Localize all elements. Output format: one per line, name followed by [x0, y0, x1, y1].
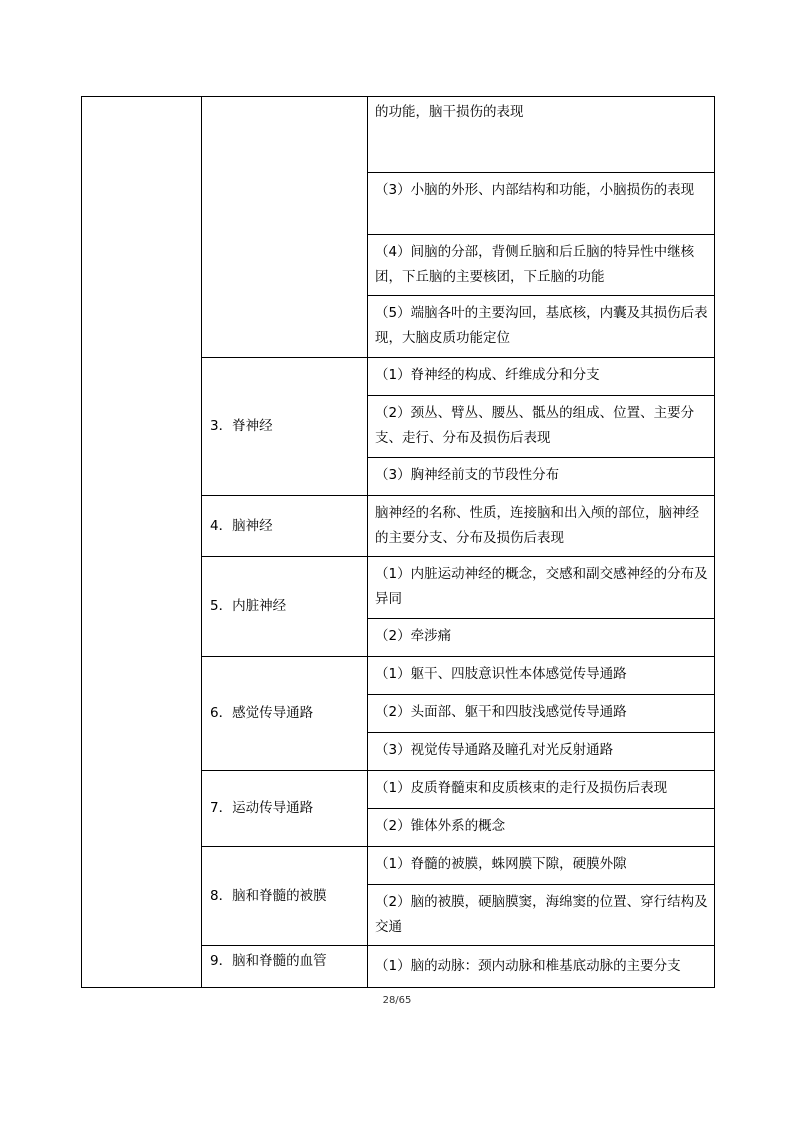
content-cell: （2）脑的被膜，硬脑膜窦，海绵窦的位置、穿行结构及交通 — [368, 885, 715, 946]
page-number: 28/65 — [382, 995, 412, 1006]
content-cell: （2）头面部、躯干和四肢浅感觉传导通路 — [368, 695, 715, 733]
topic-cell: 3．脊神经 — [202, 358, 368, 496]
content-cell: （3）视觉传导通路及瞳孔对光反射通路 — [368, 733, 715, 771]
content-cell: （2）锥体外系的概念 — [368, 809, 715, 847]
topic-cell: 8．脑和脊髓的被膜 — [202, 847, 368, 946]
content-cell: 的功能，脑干损伤的表现 — [368, 97, 715, 173]
content-cell: （1）脊神经的构成、纤维成分和分支 — [368, 358, 715, 396]
content-cell: （1）皮质脊髓束和皮质核束的走行及损伤后表现 — [368, 771, 715, 809]
content-cell: （1）躯干、四肢意识性本体感觉传导通路 — [368, 657, 715, 695]
topic-cell: 5．内脏神经 — [202, 557, 368, 657]
topic-cell: 4．脑神经 — [202, 496, 368, 557]
topic-cell — [202, 97, 368, 358]
content-cell: （2）颈丛、臂丛、腰丛、骶丛的组成、位置、主要分支、走行、分布及损伤后表现 — [368, 396, 715, 458]
content-cell: （3）小脑的外形、内部结构和功能，小脑损伤的表现 — [368, 173, 715, 235]
topic-cell: 6．感觉传导通路 — [202, 657, 368, 771]
content-cell: （1）脊髓的被膜，蛛网膜下隙，硬膜外隙 — [368, 847, 715, 885]
syllabus-table — [81, 96, 715, 988]
content-cell: （4）间脑的分部，背侧丘脑和后丘脑的特异性中继核团，下丘脑的主要核团，下丘脑的功能 — [368, 235, 715, 296]
topic-cell: 9．脑和脊髓的血管 — [202, 946, 368, 988]
topic-cell: 7．运动传导通路 — [202, 771, 368, 847]
content-cell: （3）胸神经前支的节段性分布 — [368, 458, 715, 496]
content-cell: （5）端脑各叶的主要沟回，基底核，内囊及其损伤后表现，大脑皮质功能定位 — [368, 296, 715, 358]
subject-cell — [82, 97, 202, 988]
content-cell: （1）内脏运动神经的概念，交感和副交感神经的分布及异同 — [368, 557, 715, 619]
content-cell: 脑神经的名称、性质，连接脑和出入颅的部位，脑神经的主要分支、分布及损伤后表现 — [368, 496, 715, 557]
content-cell: （1）脑的动脉：颈内动脉和椎基底动脉的主要分支 — [368, 946, 715, 988]
table-row — [82, 97, 715, 173]
content-cell: （2）牵涉痛 — [368, 619, 715, 657]
